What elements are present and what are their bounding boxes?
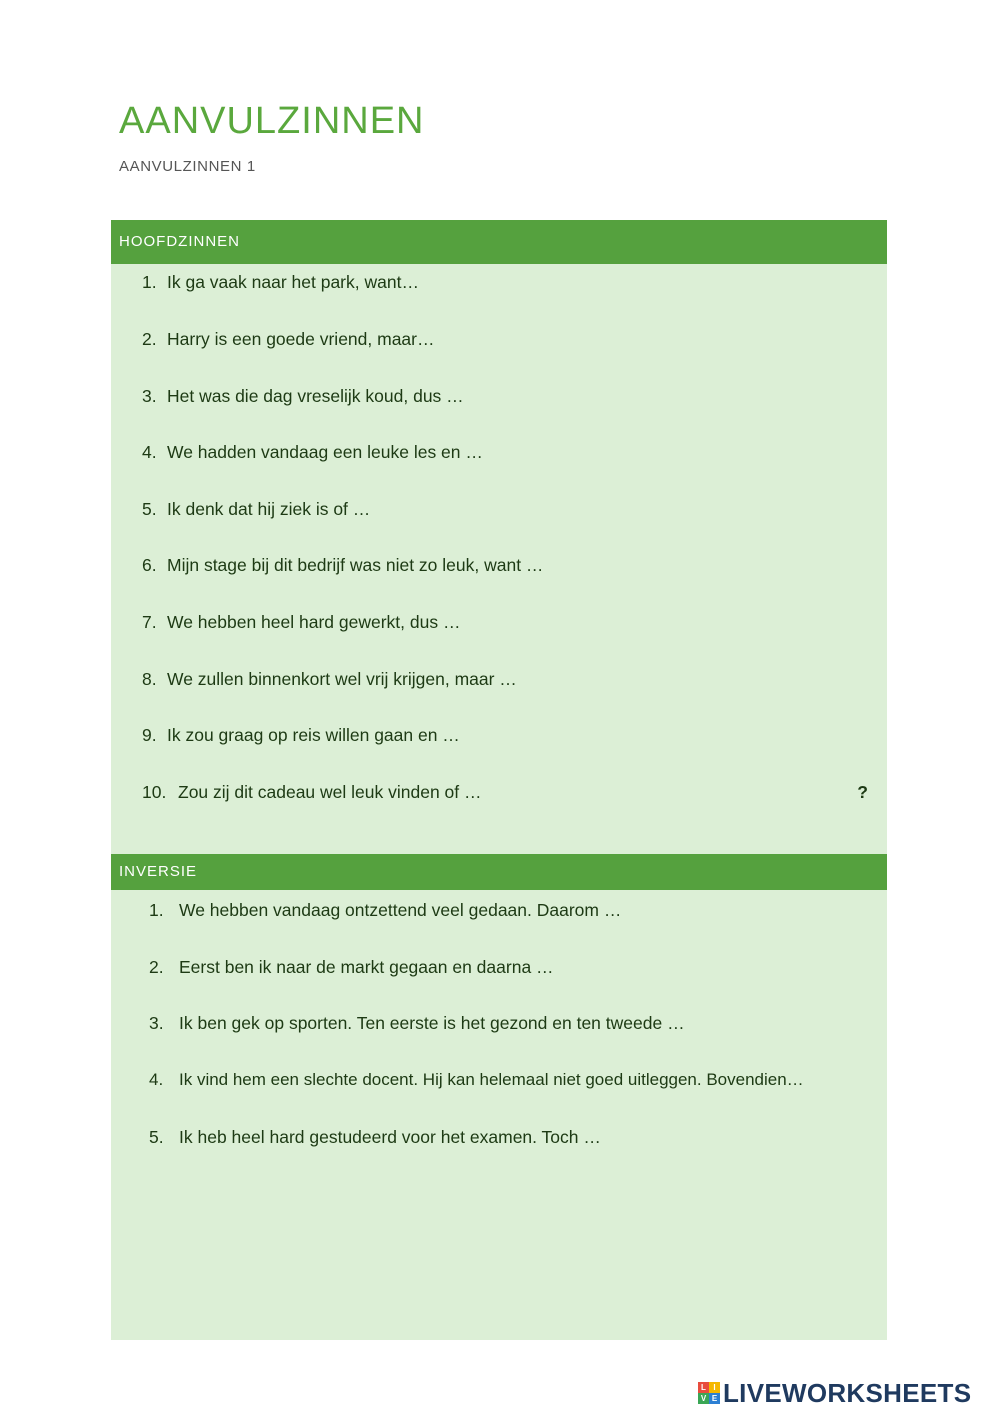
item-text: Ik vind hem een slechte docent. Hij kan helemaal niet goed uitleggen. Bovendien… (179, 1070, 804, 1089)
item-text: Ik ga vaak naar het park, want… (167, 272, 419, 292)
logo-letter: V (698, 1393, 709, 1404)
logo-letter: I (709, 1382, 720, 1393)
liveworksheets-logo (698, 1378, 971, 1408)
item-number: 2. (142, 329, 157, 349)
list-item (142, 386, 464, 407)
list-item (149, 957, 554, 978)
list-item (142, 272, 419, 293)
item-number: 4. (142, 442, 157, 462)
list-item (142, 669, 517, 690)
list-item (142, 782, 482, 803)
item-number: 3. (142, 386, 157, 406)
item-number: 8. (142, 669, 157, 689)
section-heading: INVERSIE (111, 854, 887, 890)
item-text: We hadden vandaag een leuke les en … (167, 442, 483, 462)
section-inversie (111, 854, 887, 1340)
section-hoofdzinnen (111, 220, 887, 854)
section-heading: HOOFDZINNEN (111, 220, 887, 264)
list-item (142, 725, 460, 746)
page-title: AANVULZINNEN (119, 100, 425, 142)
logo-letter: E (709, 1393, 720, 1404)
list-item (142, 329, 434, 350)
item-number: 6. (142, 555, 157, 575)
item-text: Ik ben gek op sporten. Ten eerste is het gezond en ten tweede … (179, 1013, 685, 1033)
list-item (142, 499, 370, 520)
logo-icon (698, 1382, 720, 1404)
list-item (142, 555, 543, 576)
list-item (149, 1070, 804, 1090)
item-number: 7. (142, 612, 157, 632)
item-text: Ik denk dat hij ziek is of … (167, 499, 371, 519)
item-text: Mijn stage bij dit bedrijf was niet zo leuk, want … (167, 555, 544, 575)
item-text: Ik heb heel hard gestudeerd voor het examen. Toch … (179, 1127, 601, 1147)
item-text: Ik zou graag op reis willen gaan en … (167, 725, 460, 745)
item-number: 5. (149, 1127, 164, 1147)
question-mark: ? (857, 782, 868, 802)
item-text: Harry is een goede vriend, maar… (167, 329, 435, 349)
list-item (149, 900, 621, 921)
item-text: Eerst ben ik naar de markt gegaan en daarna … (179, 957, 554, 977)
item-text: We zullen binnenkort wel vrij krijgen, maar … (167, 669, 517, 689)
item-number: 1. (149, 900, 164, 920)
page-subtitle: AANVULZINNEN 1 (119, 158, 256, 175)
logo-letter: L (698, 1382, 709, 1393)
item-text: We hebben vandaag ontzettend veel gedaan. Daarom … (179, 900, 622, 920)
item-number: 3. (149, 1013, 164, 1033)
list-item (149, 1013, 685, 1034)
item-number: 4. (149, 1070, 164, 1089)
item-number: 2. (149, 957, 164, 977)
list-item (142, 612, 460, 633)
item-text: Zou zij dit cadeau wel leuk vinden of … (178, 782, 482, 802)
logo-text: LIVEWORKSHEETS (723, 1377, 972, 1408)
item-number: 10. (142, 782, 167, 802)
list-item (142, 442, 483, 463)
item-text: We hebben heel hard gewerkt, dus … (167, 612, 461, 632)
item-number: 5. (142, 499, 157, 519)
item-text: Het was die dag vreselijk koud, dus … (167, 386, 464, 406)
list-item (149, 1127, 601, 1148)
item-number: 9. (142, 725, 157, 745)
item-number: 1. (142, 272, 157, 292)
